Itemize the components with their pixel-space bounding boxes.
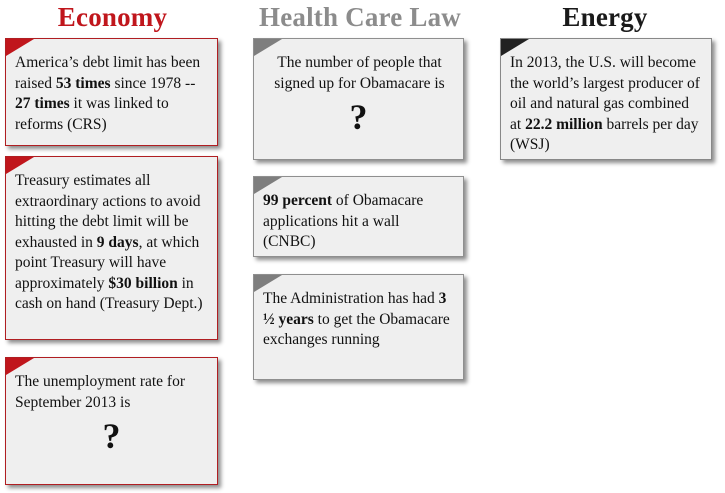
card-text: it was linked to reforms (CRS) xyxy=(15,95,169,133)
card-text: Treasury estimates all extraordinary actions to avoid hitting the debt limit will be exhausted in xyxy=(15,172,201,251)
unknown-question-mark: ? xyxy=(349,97,368,137)
card-text: The Administration has had xyxy=(263,290,439,307)
card-text: , at which point Treasury will have approximately xyxy=(15,233,200,292)
corner-marker xyxy=(254,177,282,194)
corner-marker xyxy=(6,358,34,375)
card-text: The number of people that signed up for Obamacare is xyxy=(274,54,445,92)
corner-marker xyxy=(254,39,282,56)
card-text: The unemployment rate for September 2013 is xyxy=(15,373,186,411)
card-highlight: 3 ½ years xyxy=(263,290,447,328)
corner-marker xyxy=(6,157,34,174)
card-highlight: $30 billion xyxy=(108,274,178,292)
obamacare-applications-card xyxy=(253,176,464,257)
administration-card xyxy=(253,274,464,380)
debt-limit-card xyxy=(5,38,218,146)
corner-marker xyxy=(6,39,34,56)
unknown-question-mark: ? xyxy=(102,416,121,456)
obamacare-signups-card xyxy=(253,38,464,160)
card-text: in cash on hand (Treasury Dept.) xyxy=(15,274,203,312)
treasury-estimate-card xyxy=(5,156,218,340)
card-highlight: 99 percent xyxy=(263,192,333,209)
health-care-law-title: Health Care Law xyxy=(259,2,461,32)
card-highlight: 27 times xyxy=(15,95,70,112)
card-highlight: 22.2 million xyxy=(525,115,603,133)
economy-title: Economy xyxy=(57,2,168,32)
card-highlight: 53 times xyxy=(55,74,111,92)
card-text: since 1978 -- xyxy=(110,74,196,92)
card-highlight: 9 days xyxy=(96,233,139,251)
corner-marker xyxy=(254,275,282,292)
card-text: America’s debt limit has been raised xyxy=(15,54,201,92)
energy-production-card xyxy=(500,38,712,160)
unemployment-card xyxy=(5,357,218,485)
corner-marker xyxy=(501,39,529,56)
card-text: barrels per day (WSJ) xyxy=(510,115,699,153)
energy-title: Energy xyxy=(562,2,648,32)
card-text: In 2013, the U.S. will become the world’s largest producer of oil and natural gas combined at xyxy=(510,54,700,133)
card-text: of Obamacare applications hit a wall (CNBC) xyxy=(263,192,424,250)
card-text: to get the Obamacare exchanges running xyxy=(263,310,450,348)
